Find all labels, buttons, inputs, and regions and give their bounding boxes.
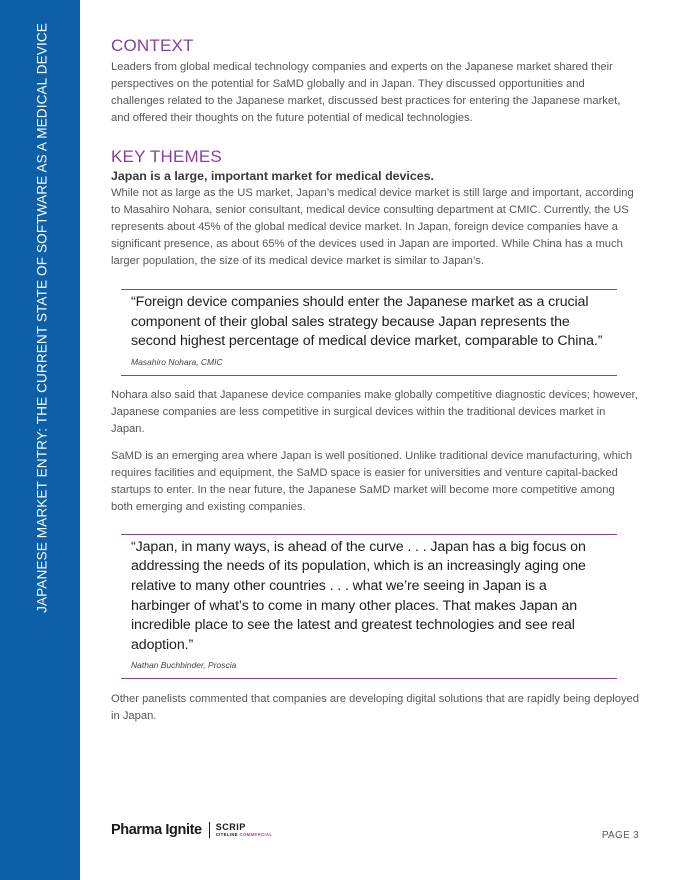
- quote-1-text: “Foreign device companies should enter the Japanese market as a crucial component of their global sales strategy because Japan represents the second highest percentage of medical device market, comparable to China.”: [131, 294, 603, 350]
- scrip-tagline-commercial: COMMERCIAL: [239, 831, 273, 837]
- quote-2-text: “Japan, in many ways, is ahead of the curve . . . Japan has a big focus on addressing the needs of its population, which is an increasingly aging one relative to many other countries . . . what we’re seeing in Japan is a harbinger of what’s to come in many other places. That makes Japan an incredible place to see the latest and greatest technologies and see real adoption.”: [131, 538, 586, 653]
- main-content: [111, 36, 639, 725]
- key-themes-heading: KEY THEMES: [111, 147, 222, 166]
- theme-paragraph-1: While not as large as the US market, Japan’s medical device market is still large and important, according to Masahiro Nohara, senior consultant, medical device consulting department at CMIC. Currently, the US represents about 45% of the global medical device market. In Japan, foreign device companies have a significant presence, as about 65% of the devices used in Japan are imported. While China has a much larger population, the size of its medical device market is similar to Japan’s.: [111, 187, 634, 267]
- theme-paragraph-2: Nohara also said that Japanese device companies make globally competitive diagnostic devices; however, Japanese companies are less competitive in surgical devices within the traditional devices market in Japan.: [111, 388, 638, 435]
- scrip-tagline: [216, 833, 273, 837]
- scrip-logo: [216, 823, 273, 837]
- logo-divider: [209, 822, 210, 838]
- context-body: Leaders from global medical technology companies and experts on the Japanese market shared their perspectives on the potential for SaMD globally and in Japan. They discussed opportunities and challenges related to the Japanese market, discussed best practices for entering the Japanese market, and offered their thoughts on the future potential of medical technologies.: [111, 61, 621, 124]
- theme-subheading: Japan is a large, important market for medical devices.: [111, 169, 434, 183]
- sidebar-title: JAPANESE MARKET ENTRY: THE CURRENT STATE OF SOFTWARE AS A MEDICAL DEVICE: [34, 23, 50, 613]
- scrip-tagline-citeline: CITELINE: [215, 831, 238, 837]
- pull-quote-2: [121, 534, 617, 680]
- theme-paragraph-3: SaMD is an emerging area where Japan is well positioned. Unlike traditional device manufacturing, which requires facilities and equipment, the SaMD space is easier for universities and venture capital-backed startups to enter. In the near future, the Japanese SaMD market will become more competitive among both emerging and existing companies.: [111, 449, 633, 513]
- quote-2-attribution: Nathan Buchbinder, Proscia: [131, 660, 237, 671]
- pull-quote-1: [121, 289, 617, 376]
- sidebar-band: [0, 0, 80, 880]
- pharma-ignite-logo: Pharma Ignite: [111, 822, 202, 838]
- footer-logo: [111, 822, 272, 838]
- theme-paragraph-4: Other panelists commented that companies are developing digital solutions that are rapidly being deployed in Japan.: [111, 693, 639, 723]
- scrip-wordmark: SCRIP: [215, 821, 246, 832]
- context-heading: CONTEXT: [111, 36, 194, 55]
- quote-1-attribution: Masahiro Nohara, CMIC: [131, 356, 223, 367]
- page-number: PAGE 3: [601, 830, 639, 841]
